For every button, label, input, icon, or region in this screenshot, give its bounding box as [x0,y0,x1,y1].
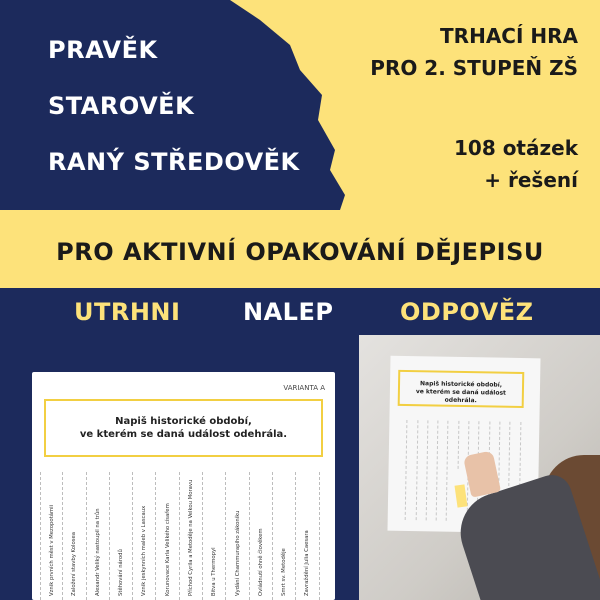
tear-tab [250,472,273,600]
game-title: TRHACÍ HRA [440,24,578,48]
step-stick: NALEP [243,298,334,326]
tab-text: Vznik jeskynních maleb v Lascaux [141,505,148,596]
tab-text: Vydání Chammurapiho zákoníku [234,510,241,596]
tear-tab [40,472,63,600]
tab-text: Zavraždění Julia Caesara [304,530,311,596]
tear-tab [203,472,226,600]
question-box [44,399,323,457]
tab-text: Smrt sv. Metoděje [281,548,288,596]
steps-row [0,298,600,334]
headline: PRO AKTIVNÍ OPAKOVÁNÍ DĚJEPISU [56,238,544,266]
tab-text: Vznik prvních měst v Mezopotámii [48,504,55,596]
poster-question-line: Napiš historické období, [419,380,503,389]
game-info [348,20,578,196]
question-line: Napiš historické období, [115,416,252,427]
tear-tab [180,472,203,600]
tear-tab [110,472,133,600]
tab-text: Založení stavby Koloseа [71,532,78,596]
tab-text: Příchod Cyrila a Metoděje na Velkou Moravu [187,479,194,596]
tab-text: Bitva u Thermopyl [211,547,218,596]
tear-tab [157,472,180,600]
tab-text: Alexandr Veliký nastoupil na trůn [94,508,101,596]
classroom-photo [359,335,600,600]
topics-list [48,30,300,198]
tab-text: Stěhování národů [118,549,125,596]
topic-item: STAROVĚK [48,92,195,120]
worksheet-preview [32,372,335,600]
topic-item: PRAVĚK [48,36,158,64]
variant-label: VARIANTA A [283,384,325,392]
tear-tab [133,472,156,600]
tab-text: Korunovace Karla Velikého císařem [164,503,171,596]
question-line: ve kterém se daná událost odehrála. [79,429,288,440]
tear-tab [296,472,319,600]
solutions-note: + řešení [484,168,578,192]
tear-tab [273,472,296,600]
tear-tab [63,472,86,600]
poster-question-line: ve kterém se daná událost odehrála. [415,388,507,405]
step-answer: ODPOVĚZ [400,298,534,326]
step-tear: UTRHNI [74,298,181,326]
poster-question-box [398,370,525,408]
game-audience: PRO 2. STUPEŇ ZŠ [370,56,578,80]
topic-item: RANÝ STŘEDOVĚK [48,148,300,176]
tear-tabs [32,472,335,600]
tear-tab [87,472,110,600]
tear-tab [226,472,249,600]
tab-text: Ovládnutí ohně člověkem [257,528,264,596]
question-count: 108 otázek [453,136,578,160]
